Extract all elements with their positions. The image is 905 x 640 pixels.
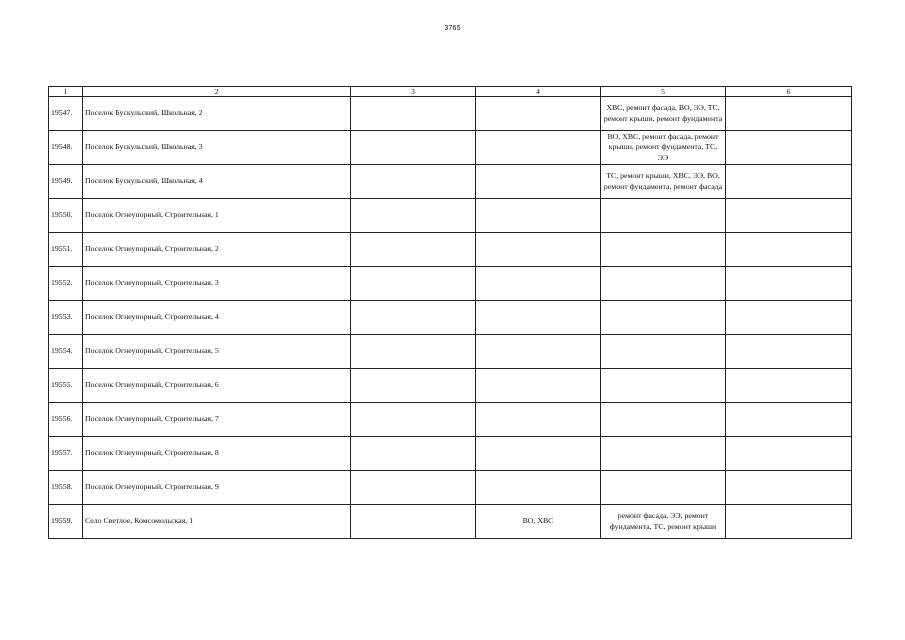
row-col-6 xyxy=(726,97,852,131)
row-number: 19557. xyxy=(49,437,83,471)
row-col-5 xyxy=(601,437,726,471)
table-row xyxy=(49,437,852,471)
row-address: Поселок Огнеупорный, Строительная, 1 xyxy=(83,199,351,233)
row-col-5 xyxy=(601,267,726,301)
row-col-5: ремонт фасада, ЭЭ, ремонт фундамента, ТС, ремонт крыши xyxy=(601,505,726,539)
row-col-5 xyxy=(601,471,726,505)
row-col-5: ВО, ХВС, ремонт фасада, ремонт крыши, ремонт фундамента, ТС, ЭЭ xyxy=(601,131,726,165)
row-number: 19553. xyxy=(49,301,83,335)
row-col-4 xyxy=(476,233,601,267)
row-number: 19556. xyxy=(49,403,83,437)
row-col-5 xyxy=(601,369,726,403)
row-col-4 xyxy=(476,437,601,471)
column-header-4: 4 xyxy=(476,87,601,97)
column-header-1: 1 xyxy=(49,87,83,97)
row-address: Поселок Огнеупорный, Строительная, 7 xyxy=(83,403,351,437)
row-col-6 xyxy=(726,131,852,165)
table-body xyxy=(49,97,852,539)
row-address: Поселок Бускульский, Школьная, 2 xyxy=(83,97,351,131)
table-row xyxy=(49,199,852,233)
table-row xyxy=(49,505,852,539)
column-header-5: 5 xyxy=(601,87,726,97)
row-col-4 xyxy=(476,335,601,369)
row-col-4 xyxy=(476,267,601,301)
row-col-6 xyxy=(726,369,852,403)
row-col-5 xyxy=(601,301,726,335)
row-col-5 xyxy=(601,403,726,437)
table-row xyxy=(49,267,852,301)
row-col-4 xyxy=(476,131,601,165)
row-col-5 xyxy=(601,335,726,369)
row-address: Поселок Бускульский, Школьная, 4 xyxy=(83,165,351,199)
row-address: Поселок Огнеупорный, Строительная, 4 xyxy=(83,301,351,335)
row-number: 19551. xyxy=(49,233,83,267)
row-address: Поселок Огнеупорный, Строительная, 6 xyxy=(83,369,351,403)
row-col-4 xyxy=(476,165,601,199)
row-col-6 xyxy=(726,471,852,505)
row-col-3 xyxy=(351,335,476,369)
table-row xyxy=(49,301,852,335)
column-header-3: 3 xyxy=(351,87,476,97)
row-col-6 xyxy=(726,267,852,301)
row-col-4 xyxy=(476,403,601,437)
row-col-5: ТС, ремонт крыши, ХВС, ЭЭ, ВО, ремонт фундамента, ремонт фасада xyxy=(601,165,726,199)
row-address: Поселок Огнеупорный, Строительная, 5 xyxy=(83,335,351,369)
page-number: 3765 xyxy=(444,25,461,32)
row-number: 19554. xyxy=(49,335,83,369)
row-col-4: ВО, ХВС xyxy=(476,505,601,539)
row-col-6 xyxy=(726,301,852,335)
row-number: 19552. xyxy=(49,267,83,301)
row-number: 19547. xyxy=(49,97,83,131)
row-col-3 xyxy=(351,199,476,233)
row-col-3 xyxy=(351,437,476,471)
row-col-6 xyxy=(726,165,852,199)
row-col-3 xyxy=(351,267,476,301)
row-address: Поселок Огнеупорный, Строительная, 8 xyxy=(83,437,351,471)
row-col-3 xyxy=(351,165,476,199)
row-col-3 xyxy=(351,471,476,505)
row-col-6 xyxy=(726,199,852,233)
row-number: 19558. xyxy=(49,471,83,505)
row-address: Село Светлое, Комсомольская, 1 xyxy=(83,505,351,539)
row-col-6 xyxy=(726,437,852,471)
row-col-5 xyxy=(601,233,726,267)
row-col-4 xyxy=(476,301,601,335)
row-col-6 xyxy=(726,403,852,437)
table-row xyxy=(49,233,852,267)
row-col-3 xyxy=(351,403,476,437)
row-col-4 xyxy=(476,471,601,505)
row-col-5 xyxy=(601,199,726,233)
row-col-4 xyxy=(476,369,601,403)
table-row xyxy=(49,97,852,131)
row-col-6 xyxy=(726,233,852,267)
row-col-3 xyxy=(351,301,476,335)
column-header-6: 6 xyxy=(726,87,852,97)
row-number: 19550. xyxy=(49,199,83,233)
row-col-6 xyxy=(726,505,852,539)
row-col-3 xyxy=(351,131,476,165)
table-header-row xyxy=(49,87,852,97)
row-col-3 xyxy=(351,97,476,131)
row-address: Поселок Огнеупорный, Строительная, 2 xyxy=(83,233,351,267)
row-address: Поселок Огнеупорный, Строительная, 9 xyxy=(83,471,351,505)
table-row xyxy=(49,403,852,437)
table-row xyxy=(49,335,852,369)
row-col-5: ХВС, ремонт фасада, ВО, ЭЭ, ТС, ремонт крыши, ремонт фундамента xyxy=(601,97,726,131)
row-col-6 xyxy=(726,335,852,369)
row-number: 19559. xyxy=(49,505,83,539)
column-header-2: 2 xyxy=(83,87,351,97)
row-address: Поселок Огнеупорный, Строительная, 3 xyxy=(83,267,351,301)
row-col-4 xyxy=(476,199,601,233)
data-table xyxy=(48,86,852,539)
row-col-3 xyxy=(351,233,476,267)
table-row xyxy=(49,471,852,505)
table-row xyxy=(49,131,852,165)
row-col-3 xyxy=(351,505,476,539)
table-row xyxy=(49,165,852,199)
row-col-4 xyxy=(476,97,601,131)
row-address: Поселок Бускульский, Школьная, 3 xyxy=(83,131,351,165)
row-number: 19555. xyxy=(49,369,83,403)
row-number: 19548. xyxy=(49,131,83,165)
table-row xyxy=(49,369,852,403)
row-number: 19549. xyxy=(49,165,83,199)
row-col-3 xyxy=(351,369,476,403)
